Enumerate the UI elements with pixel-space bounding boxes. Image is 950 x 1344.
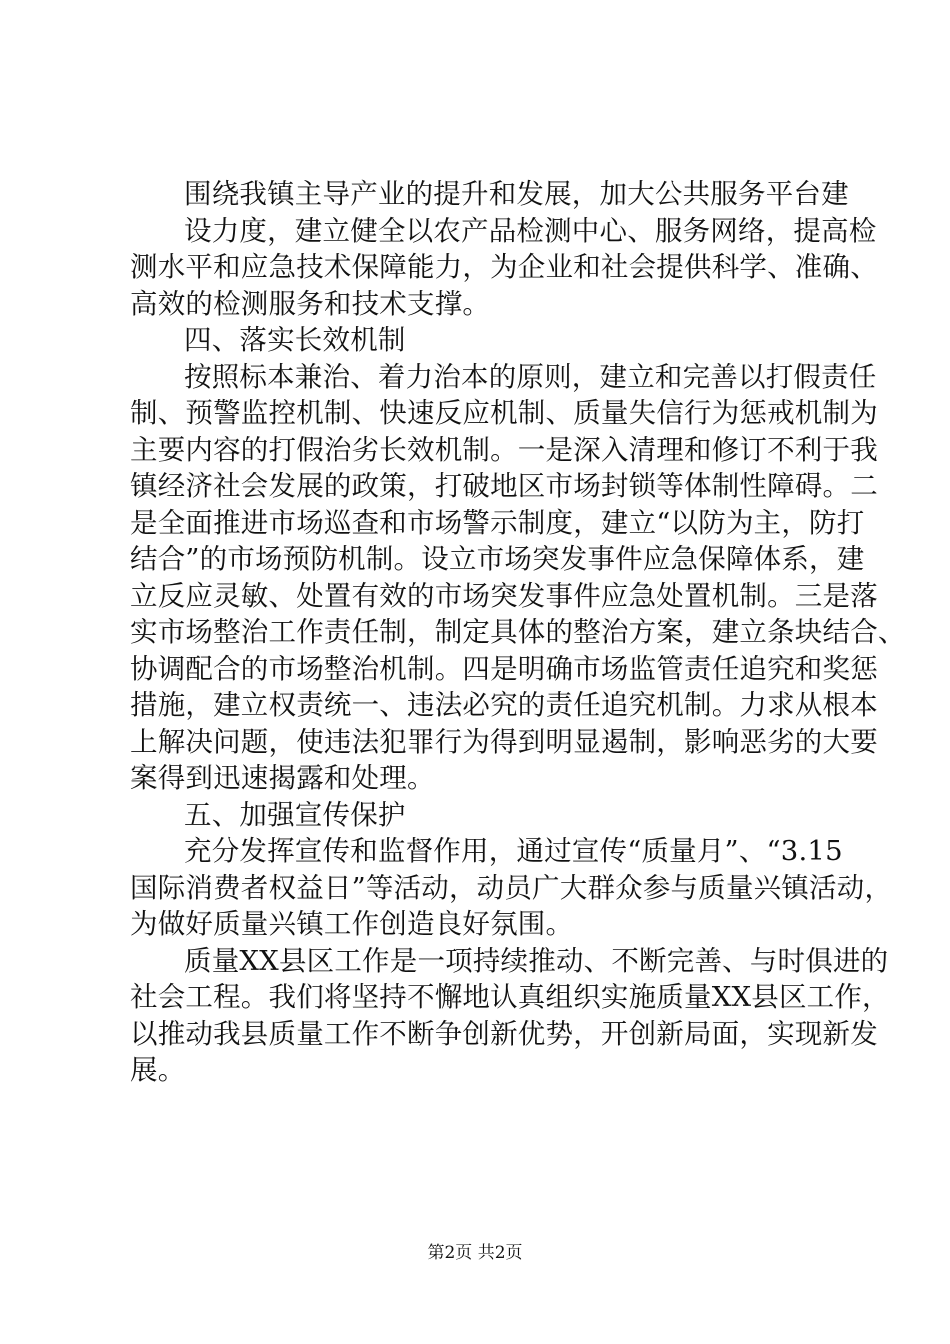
body-line: 实市场整治工作责任制，制定具体的整治方案，建立条块结合、 bbox=[130, 616, 906, 648]
body-line: 镇经济社会发展的政策，打破地区市场封锁等体制性障碍。二 bbox=[130, 470, 878, 502]
body-line: 是全面推进市场巡查和市场警示制度，建立“以防为主，防打 bbox=[130, 506, 865, 539]
document-body bbox=[130, 176, 906, 1089]
body-line: 设力度，建立健全以农产品检测中心、服务网络，提高检 bbox=[184, 214, 877, 247]
body-line: 案得到迅速揭露和处理。 bbox=[130, 762, 435, 794]
body-line: 主要内容的打假治劣长效机制。一是深入清理和修订不利于我 bbox=[130, 433, 878, 466]
body-line: 围绕我镇主导产业的提升和发展，加大公共服务平台建 bbox=[184, 178, 849, 210]
body-line: 国际消费者权益日”等活动，动员广大群众参与质量兴镇活动， bbox=[130, 871, 893, 904]
body-line: 社会工程。我们将坚持不懈地认真组织实施质量XX县区工作， bbox=[130, 981, 890, 1013]
body-line: 质量XX县区工作是一项持续推动、不断完善、与时俱进的 bbox=[184, 944, 889, 977]
body-line: 高效的检测服务和技术支撑。 bbox=[130, 287, 491, 320]
body-line: 立反应灵敏、处置有效的市场突发事件应急处置机制。三是落 bbox=[130, 579, 878, 612]
body-line: 结合”的市场预防机制。设立市场突发事件应急保障体系，建 bbox=[130, 543, 865, 575]
body-line: 测水平和应急技术保障能力，为企业和社会提供科学、准确、 bbox=[130, 251, 878, 283]
body-line: 充分发挥宣传和监督作用，通过宣传“质量月”、“3.15 bbox=[184, 835, 843, 867]
body-line: 上解决问题，使违法犯罪行为得到明显遏制，影响恶劣的大要 bbox=[130, 725, 878, 758]
body-line: 以推动我县质量工作不断争创新优势，开创新局面，实现新发 bbox=[130, 1017, 878, 1050]
section-heading: 四、落实长效机制 bbox=[184, 324, 406, 356]
body-line: 协调配合的市场整治机制。四是明确市场监管责任追究和奖惩 bbox=[130, 652, 878, 685]
section-heading: 五、加强宣传保护 bbox=[184, 798, 406, 831]
body-line: 按照标本兼治、着力治本的原则，建立和完善以打假责任 bbox=[184, 360, 877, 393]
body-line: 制、预警监控机制、快速反应机制、质量失信行为惩戒机制为 bbox=[130, 397, 878, 429]
body-line: 为做好质量兴镇工作创造良好氛围。 bbox=[130, 908, 574, 940]
body-line: 展。 bbox=[130, 1054, 186, 1086]
page-number-footer: 第2页 共2页 bbox=[427, 1243, 523, 1263]
body-line: 措施，建立权责统一、违法必究的责任追究机制。力求从根本 bbox=[130, 689, 878, 721]
